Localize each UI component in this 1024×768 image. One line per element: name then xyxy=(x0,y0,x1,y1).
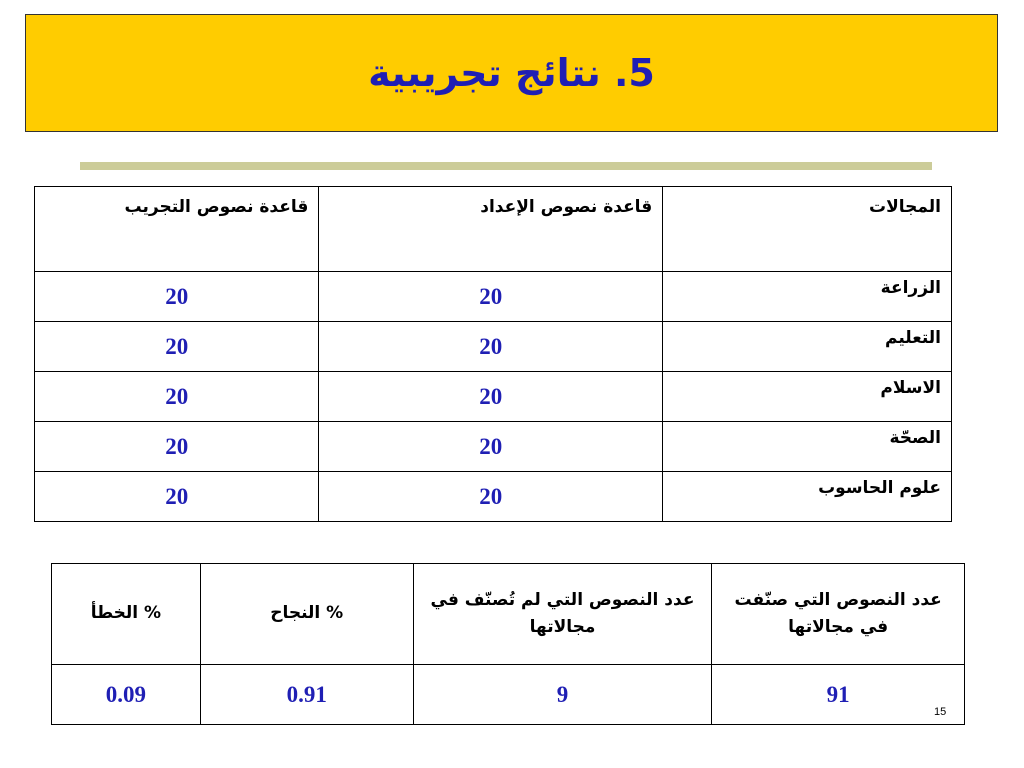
results-table xyxy=(51,563,965,725)
test-count-cell: 20 xyxy=(35,272,319,322)
title-banner xyxy=(25,14,998,132)
prep-count-cell: 20 xyxy=(319,322,663,372)
domain-cell: علوم الحاسوب xyxy=(663,472,952,522)
header-test-corpus: قاعدة نصوص التجريب xyxy=(35,187,319,272)
prep-count-cell: 20 xyxy=(319,272,663,322)
domain-cell: الزراعة xyxy=(663,272,952,322)
corpus-table xyxy=(34,186,952,522)
header-error-rate: % الخطأ xyxy=(52,564,201,665)
prep-count-cell: 20 xyxy=(319,472,663,522)
table-header-row xyxy=(52,564,965,665)
prep-count-cell: 20 xyxy=(319,422,663,472)
header-classified: عدد النصوص التي صنّفت في مجالاتها xyxy=(712,564,965,665)
header-not-classified: عدد النصوص التي لم تُصنّف في مجالاتها xyxy=(413,564,712,665)
error-rate-value: 0.09 xyxy=(52,665,201,725)
test-count-cell: 20 xyxy=(35,322,319,372)
domain-cell: الاسلام xyxy=(663,372,952,422)
domain-cell: الصحّة xyxy=(663,422,952,472)
table-row xyxy=(35,472,952,522)
success-rate-value: 0.91 xyxy=(200,665,413,725)
prep-count-cell: 20 xyxy=(319,372,663,422)
divider xyxy=(80,162,932,170)
table-row xyxy=(35,272,952,322)
header-domains: المجالات xyxy=(663,187,952,272)
table-row xyxy=(35,322,952,372)
table-row xyxy=(35,372,952,422)
test-count-cell: 20 xyxy=(35,472,319,522)
not-classified-value: 9 xyxy=(413,665,712,725)
page-number: 15 xyxy=(934,706,947,718)
table-row xyxy=(35,422,952,472)
domain-cell: التعليم xyxy=(663,322,952,372)
slide-title: 5. نتائج تجريبية xyxy=(368,51,655,95)
table-header-row xyxy=(35,187,952,272)
test-count-cell: 20 xyxy=(35,372,319,422)
table-row xyxy=(52,665,965,725)
test-count-cell: 20 xyxy=(35,422,319,472)
header-prep-corpus: قاعدة نصوص الإعداد xyxy=(319,187,663,272)
header-success-rate: % النجاح xyxy=(200,564,413,665)
classified-value: 91 xyxy=(712,665,965,725)
